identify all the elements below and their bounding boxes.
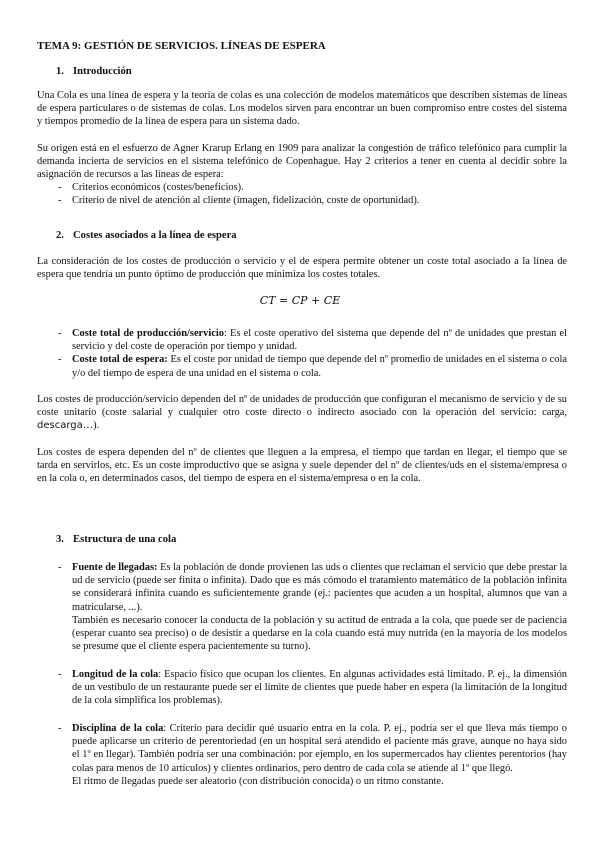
list-item-text: Criterios económicos (costes/beneficios). bbox=[72, 182, 244, 193]
paragraph-text: …). bbox=[82, 420, 100, 432]
list-item bbox=[37, 722, 567, 788]
list-item-subparagraph: El ritmo de llegadas puede ser aleatorio (con distribución conocida) o un ritmo constante. bbox=[72, 775, 444, 787]
costs-list bbox=[37, 327, 567, 380]
list-item-text: Es el coste por unidad de tiempo que depende del nº promedio de unidades en el sistema o cola y/o del tiempo de espera de una unidad en el sistema o cola. bbox=[72, 354, 567, 379]
paragraph-intro-2: Su origen está en el esfuerzo de Agner Krarup Erlang en 1909 para analizar la congestión de tráfico telefónico para cumplir la demanda incierta de servicios en el sistema telefónico de Copenhague. Hay 2 criterios a tener en cuenta al decidir sobre la asignación de recursos a las líneas de espera: bbox=[37, 143, 567, 181]
structure-list-1 bbox=[37, 561, 567, 653]
dash-marker: - bbox=[58, 669, 62, 680]
paragraph-costes-2 bbox=[37, 393, 567, 433]
section-heading-estructura bbox=[56, 533, 176, 546]
list-item bbox=[37, 194, 567, 207]
term-fuente-llegadas: Fuente de llegadas: bbox=[72, 562, 158, 573]
dash-marker: - bbox=[58, 354, 62, 366]
section-title: Costes asociados a la línea de espera bbox=[73, 230, 237, 241]
list-item-text: Criterio de nivel de atención al cliente (imagen, fidelización, coste de oportunidad). bbox=[72, 195, 420, 207]
paragraph-costes-1: La consideración de los costes de producción o servicio y el de espera permite obtener un coste total asociado a la línea de espera que tendría un punto óptimo de producción que minimiza los costes totales. bbox=[37, 256, 567, 281]
section-number: 3. bbox=[56, 534, 64, 545]
structure-list-3 bbox=[37, 722, 567, 788]
section-number: 2. bbox=[56, 230, 64, 241]
term-coste-espera: Coste total de espera: bbox=[72, 354, 168, 366]
list-item bbox=[37, 353, 567, 379]
dash-marker: - bbox=[58, 723, 62, 734]
structure-list-2 bbox=[37, 668, 567, 708]
list-item-subparagraph: También es necesario conocer la conducta de la población y su actitud de entrada a la cola, que puede ser de paciencia (esperar cuanto sea preciso) o de desistir a quedarse en la cola cuando está muy nutrida (en la mayoría de los modelos se presume que el cliente espera pacientemente su turno). bbox=[72, 614, 567, 653]
section-heading-introduccion bbox=[56, 65, 132, 78]
term-disciplina-cola: Disciplina de la cola bbox=[72, 723, 164, 734]
word-descarga: descarga bbox=[37, 420, 83, 432]
list-item-text: : Espacio físico que ocupan los clientes. En algunas actividades está limitado. P. ej., la dimensión de un vestíbulo de un restaurante puede ser el límite de clientes que puede haber en espera (la limitación de la longitud de la cola simplifica los problemas). bbox=[72, 669, 567, 707]
dash-marker: - bbox=[58, 562, 62, 573]
document-title: TEMA 9: GESTIÓN DE SERVICIOS. LÍNEAS DE ESPERA bbox=[37, 40, 326, 52]
cost-formula: CT = CP + CE bbox=[259, 294, 341, 307]
list-item-text: : Es el coste operativo del sistema que depende del nº de unidades que prestan el servicio y del coste de operación por tiempo y unidad. bbox=[72, 328, 568, 353]
list-item bbox=[37, 668, 567, 708]
paragraph-text: Los costes de producción/servicio dependen del nº de unidades de producción que configuran el mecanismo de servicio y de su coste unitario (coste salarial y cualquier otro coste directo o indirecto asociado con la operación del servicio: carga, bbox=[37, 394, 567, 419]
dash-marker: - bbox=[58, 195, 62, 207]
section-title: Estructura de una cola bbox=[73, 534, 177, 545]
list-item-text: Es la población de donde provienen las uds o clientes que reclaman el servicio que debe prestar la ud de servicio (puede ser finita o infinita). Dado que es más cómodo el tratamiento matemático de la población infinita se considerará infinita cuando es suficientemente grande (ej.: pacientes que acuden a un hospital, alumnos que van a matricularse, ...). bbox=[72, 562, 567, 613]
section-title: Introducción bbox=[73, 66, 132, 77]
paragraph-costes-3: Los costes de espera dependen del nº de clientes que lleguen a la empresa, el tiempo que tardan en llegar, el tiempo que se tarda en servirlos, etc. Es un coste improductivo que se asigna y suele depender del nº de clientes/uds en el sistema/empresa o en la cola o, en determinados casos, del tiempo de espera en el sistema/empresa o en la cola. bbox=[37, 447, 567, 485]
list-item-text: : Criterio para decidir qué usuario entra en la cola. P. ej., podría ser el que lleva más tiempo o puede aplicarse un criterio de perentoriedad (en un hospital será atendido el paciente más grave, aunque no haya sido el 1º en llegar). También podría ser una combinación: por ejemplo, en los supermercados hay clientes perentorios (hay colas para menos de 10 artículos) y clientes ordinarios, pero dentro de cada cola se atiende al 1º que llegó. bbox=[72, 723, 567, 774]
list-item bbox=[37, 327, 567, 353]
section-heading-costes bbox=[56, 229, 237, 242]
list-item bbox=[37, 181, 567, 194]
paragraph-intro-1: Una Cola es una línea de espera y la teoría de colas es una colección de modelos matemáticos que describen sistemas de líneas de espera particulares o de sistemas de colas. Los modelos sirven para encontrar un buen compromiso entre costes del sistema y tiempos promedio de la línea de espera para un sistema dado. bbox=[37, 90, 567, 128]
term-coste-produccion: Coste total de producción/servicio bbox=[72, 328, 224, 339]
list-item bbox=[37, 561, 567, 653]
term-longitud-cola: Longitud de la cola bbox=[72, 669, 159, 680]
section-number: 1. bbox=[56, 66, 64, 77]
criteria-list bbox=[37, 181, 567, 207]
dash-marker: - bbox=[58, 328, 62, 339]
dash-marker: - bbox=[58, 182, 62, 193]
